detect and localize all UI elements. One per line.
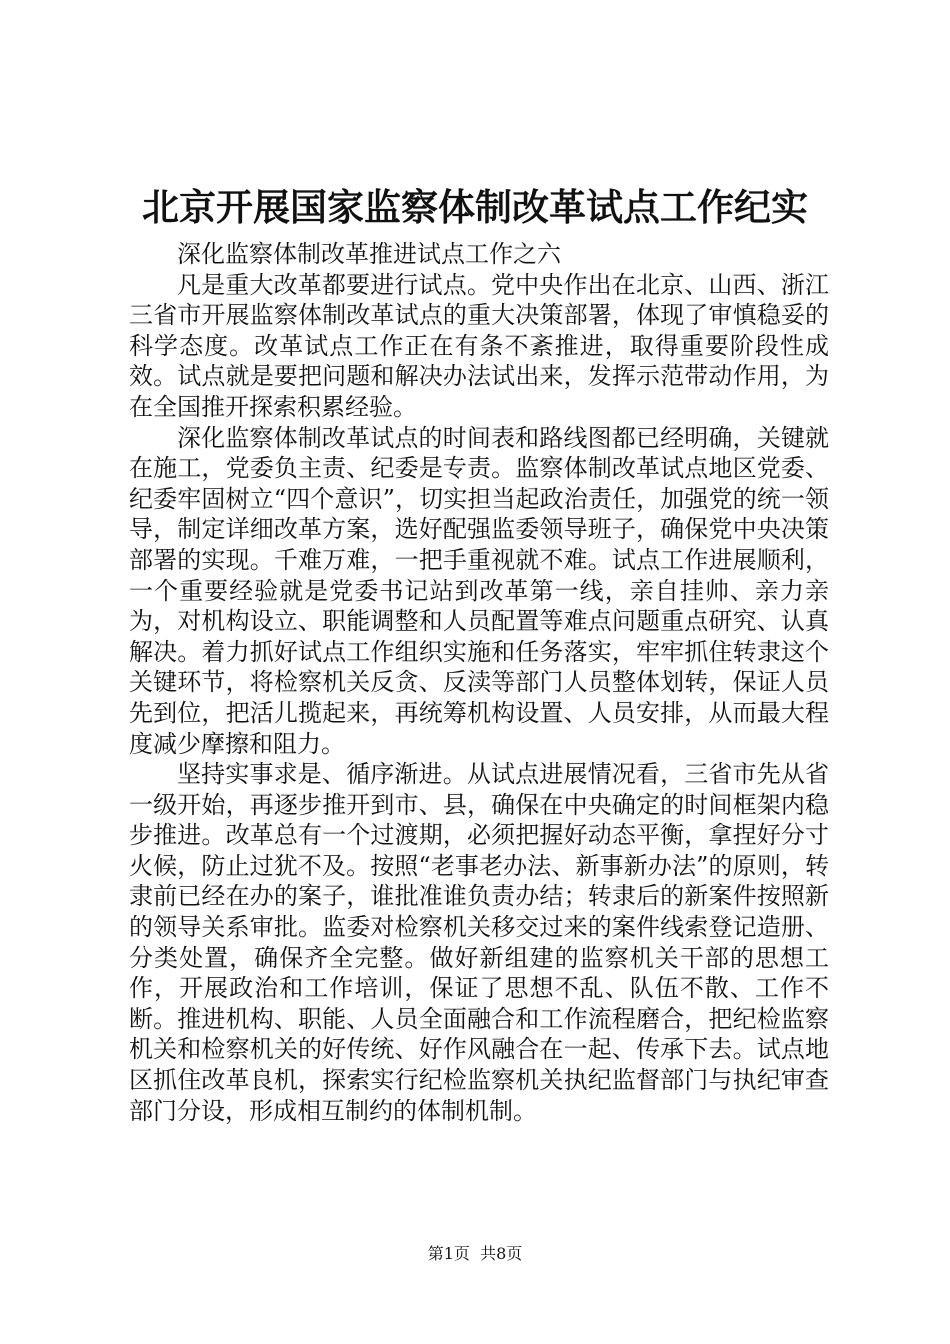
paragraph: 凡是重大改革都要进行试点。党中央作出在北京、山西、浙江三省市开展监察体制改革试点的重大决策部署，体现了审慎稳妥的科学态度。改革试点工作正在有条不紊推进，取得重要阶段性成效。试点就是要把问题和解决办法试出来，发挥示范带动作用，为在全国推开探索积累经验。: [129, 270, 829, 421]
page-number-total: 共8页: [480, 1244, 523, 1263]
page-number-current: 第1页: [427, 1244, 470, 1263]
document-subtitle: 深化监察体制改革推进试点工作之六: [177, 240, 561, 268]
document-title: 北京开展国家监察体制改革试点工作纪实: [142, 186, 808, 229]
paragraph: 深化监察体制改革试点的时间表和路线图都已经明确，关键就在施工，党委负主责、纪委是专责。监察体制改革试点地区党委、纪委牢固树立“四个意识”，切实担当起政治责任，加强党的统一领导，制定详细改革方案，选好配强监委领导班子，确保党中央决策部署的实现。千难万难，一把手重视就不难。试点工作进展顺利，一个重要经验就是党委书记站到改革第一线，亲自挂帅、亲力亲为，对机构设立、职能调整和人员配置等难点问题重点研究、认真解决。着力抓好试点工作组织实施和任务落实，牢牢抓住转隶这个关键环节，将检察机关反贪、反渎等部门人员整体划转，保证人员先到位，把活儿揽起来，再统筹机构设置、人员安排，从而最大程度减少摩擦和阻力。: [129, 423, 829, 758]
document-body: [129, 239, 829, 1126]
paragraph: 坚持实事求是、循序渐进。从试点进展情况看，三省市先从省一级开始，再逐步推开到市、县，确保在中央确定的时间框架内稳步推进。改革总有一个过渡期，必须把握好动态平衡，拿捏好分寸火候，防止过犹不及。按照“老事老办法、新事新办法”的原则，转隶前已经在办的案子，谁批准谁负责办结；转隶后的新案件按照新的领导关系审批。监委对检察机关移交过来的案件线索登记造册、分类处置，确保齐全完整。做好新组建的监察机关干部的思想工作，开展政治和工作培训，保证了思想不乱、队伍不散、工作不断。推进机构、职能、人员全面融合和工作流程磨合，把纪检监察机关和检察机关的好传统、好作风融合在一起、传承下去。试点地区抓住改革良机，探索实行纪检监察机关执纪监督部门与执纪审查部门分设，形成相互制约的体制机制。: [129, 760, 829, 1125]
footer-separator: [470, 1244, 480, 1263]
page-footer: [0, 1243, 950, 1265]
